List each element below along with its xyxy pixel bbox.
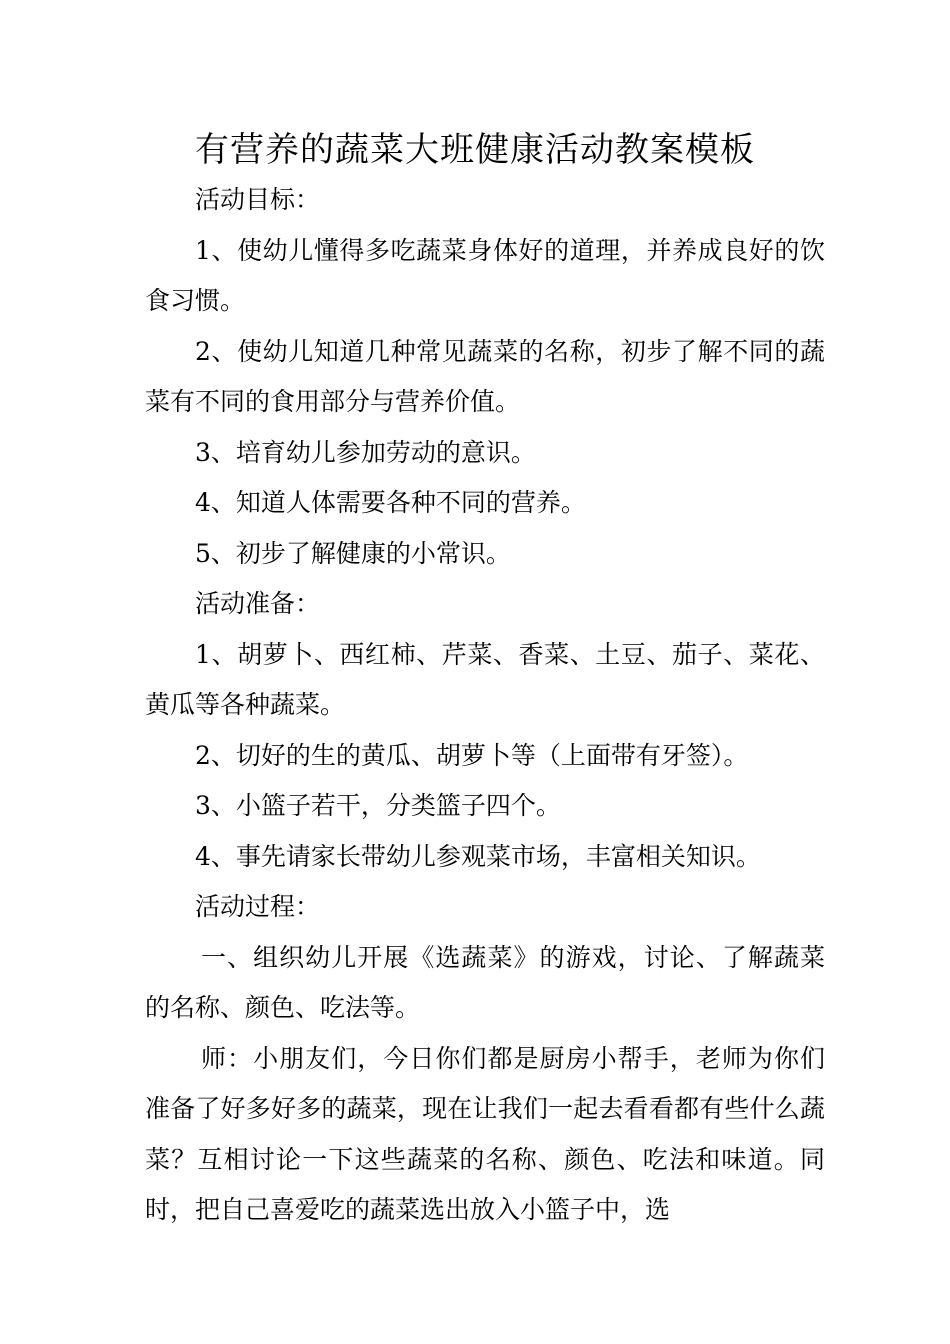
preparation-item: 3、小篮子若干，分类篮子四个。	[195, 791, 561, 820]
goal-item: 5、初步了解健康的小常识。	[195, 538, 511, 568]
document-body	[145, 175, 825, 1236]
preparation-item: 4、事先请家长带幼儿参观菜市场，丰富相关知识。	[195, 841, 761, 871]
section-heading-preparation: 活动准备：	[195, 589, 321, 618]
goal-item: 4、知道人体需要各种不同的营养。	[195, 488, 586, 517]
document-title: 有营养的蔬菜大班健康活动教案模板	[195, 130, 755, 170]
section-heading-process: 活动过程：	[195, 892, 321, 921]
goal-item: 3、培育幼儿参加劳动的意识。	[195, 437, 536, 467]
goal-item: 1、使幼儿懂得多吃蔬菜身体好的道理，并养成良好的饮食习惯。	[145, 235, 825, 315]
process-paragraph: 师：小朋友们，今日你们都是厨房小帮手，老师为你们准备了好多好多的蔬菜，现在让我们一起去看看都有些什么蔬菜？互相讨论一下这些蔬菜的名称、颜色、吃法和味道。同时，把自己喜爱吃的蔬菜选出放入小篮子中，选	[145, 1043, 825, 1224]
preparation-item: 2、切好的生的黄瓜、胡萝卜等（上面带有牙签）。	[195, 740, 749, 770]
goal-item: 2、使幼儿知道几种常见蔬菜的名称，初步了解不同的蔬菜有不同的食用部分与营养价值。	[145, 336, 825, 416]
process-step: 一、组织幼儿开展《选蔬菜》的游戏，讨论、了解蔬菜的名称、颜色、吃法等。	[145, 942, 825, 1022]
preparation-item: 1、胡萝卜、西红柿、芹菜、香菜、土豆、茄子、菜花、黄瓜等各种蔬菜。	[145, 639, 825, 719]
section-heading-goals: 活动目标：	[195, 185, 321, 214]
